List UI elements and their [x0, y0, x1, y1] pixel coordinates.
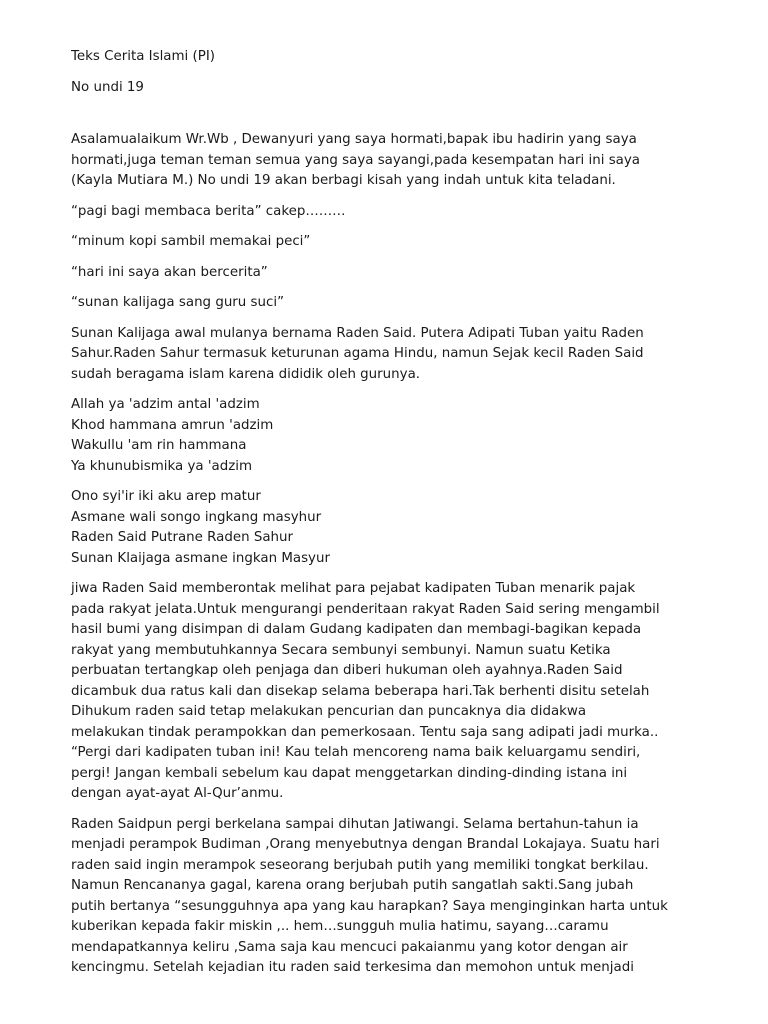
pantun-line-1: “pagi bagi membaca berita” cakep………	[71, 203, 346, 219]
pantun-line-4: “sunan kalijaga sang guru suci”	[71, 295, 285, 310]
verse-javanese: Ono syi'ir iki aku arep matur Asmane wali songo ingkang masyhur Raden Said Putrane Raden Sahur Sunan Klaijaga asmane ingkan Masyur	[71, 489, 330, 566]
verse-arabic: Allah ya 'adzim antal 'adzim Khod hammana amrun 'adzim Wakullu 'am rin hammana Ya khunubismika ya 'adzim	[71, 397, 274, 474]
document-number: No undi 19	[71, 79, 144, 95]
document-title: Teks Cerita Islami (PI)	[71, 49, 216, 64]
paragraph-intro: Sunan Kalijaga awal mulanya bernama Raden Said. Putera Adipati Tuban yaitu Raden Sahur.Raden Sahur termasuk keturunan agama Hindu, namun Sejak kecil Raden Said sudah beragama islam karena dididik oleh gurunya.	[71, 325, 644, 382]
pantun-line-3: “hari ini saya akan bercerita”	[71, 264, 268, 280]
paragraph-greeting: Asalamualaikum Wr.Wb , Dewanyuri yang saya hormati,bapak ibu hadirin yang saya hormati,juga teman teman semua yang saya sayangi,pada kesempatan hari ini saya (Kayla Mutiara M.) No undi 19 akan berbagi kisah yang indah untuk kita teladani.	[71, 132, 641, 188]
paragraph-story-1: jiwa Raden Said memberontak melihat para pejabat kadipaten Tuban menarik pajak pada rakyat jelata.Untuk mengurangi penderitaan rakyat Raden Said sering mengambil hasil bumi yang disimpan di dalam Gudang kadipaten dan membagi-bagikan kepada rakyat yang membutuhkannya Secara sembunyi sembunyi. Namun suatu Ketika perbuatan tertangkap oleh penjaga dan diberi hukuman oleh ayahnya.Raden Said dicambuk dua ratus kali dan disekap selama beberapa hari.Tak berhenti disitu setelah Dihukum raden said tetap melakukan pencurian dan puncaknya dia didakwa melakukan tindak perampokkan dan pemerkosaan. Tentu saja sang adipati jadi murka.. “Pergi dari kadipaten tuban ini! Kau telah mencoreng nama baik keluargamu sendiri, pergi! Jangan kembali sebelum kau dapat menggetarkan dinding-dinding istana ini dengan ayat-ayat Al-Qur’anmu.	[71, 581, 660, 801]
document-page	[71, 47, 711, 989]
pantun-line-2: “minum kopi sambil memakai peci”	[71, 234, 311, 249]
paragraph-story-2: Raden Saidpun pergi berkelana sampai dihutan Jatiwangi. Selama bertahun-tahun ia menjadi perampok Budiman ,Orang menyebutnya dengan Brandal Lokajaya. Suatu hari raden said ingin merampok seseorang berjubah putih yang memiliki tongkat berkilau. Namun Rencananya gagal, karena orang berjubah putih sangatlah sakti.Sang jubah putih bertanya “sesungguhnya apa yang kau harapkan? Saya menginginkan harta untuk kuberikan kepada fakir miskin ,.. hem…sungguh mulia hatimu, sayang…caramu mendapatkannya keliru ,Sama saja kau mencuci pakaianmu yang kotor dengan air kencingmu. Setelah kejadian itu raden said terkesima dan memohon untuk menjadi	[71, 816, 668, 975]
